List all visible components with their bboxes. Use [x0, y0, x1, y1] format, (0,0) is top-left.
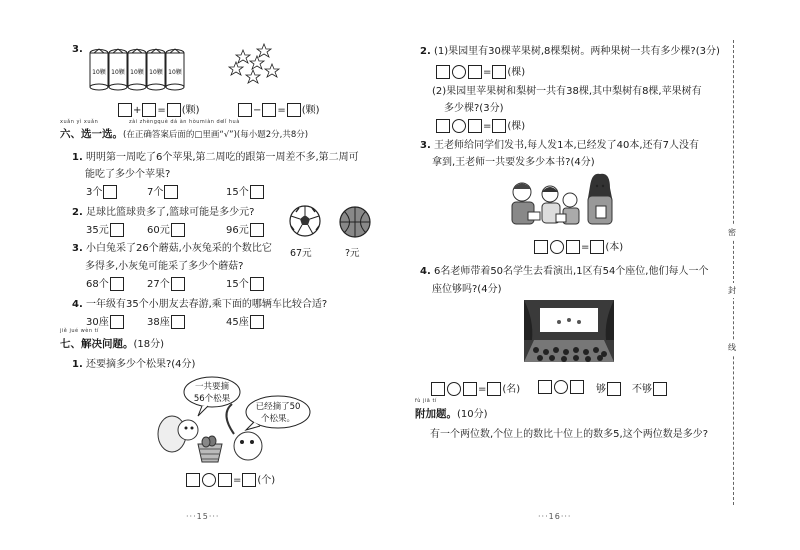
answer-box[interactable] [118, 103, 132, 117]
answer-box[interactable] [468, 65, 482, 79]
seal-char-mi: 密 [728, 225, 736, 240]
answer-box[interactable] [570, 380, 584, 394]
r-q4-line2: 座位够吗?(4分) [432, 284, 502, 295]
checkbox[interactable] [103, 185, 117, 199]
page-number-right: ···16··· [538, 512, 572, 521]
r-q3-line2: 拿到,王老师一共要发多少本书?(4分) [432, 157, 595, 168]
sec7-q1-text: 1. 还要摘多少个松果?(4分) [72, 359, 196, 370]
answer-box[interactable] [492, 65, 506, 79]
operator-circle[interactable] [550, 240, 564, 254]
r-q4-compare [537, 380, 585, 394]
answer-box[interactable] [538, 380, 552, 394]
bonus-heading: 附加题。(10分) [415, 408, 488, 420]
jar-label: 10颗 [111, 69, 125, 76]
checkbox[interactable] [653, 382, 667, 396]
checkbox[interactable] [164, 185, 178, 199]
answer-box[interactable] [436, 119, 450, 133]
answer-box[interactable] [487, 382, 501, 396]
sec7-pinyin: jiě jué wèn tí [60, 328, 99, 334]
answer-box[interactable] [167, 103, 181, 117]
soccer-ball-icon [288, 204, 322, 238]
answer-box[interactable] [590, 240, 604, 254]
bubble2-line2: 个松果。 [260, 414, 296, 424]
seal-char-xian: 线 [728, 340, 736, 355]
answer-box[interactable] [463, 382, 477, 396]
squirrel-illustration [150, 374, 325, 466]
sec6-q1-option: 7个 [147, 183, 179, 199]
basketball-icon [338, 205, 372, 239]
answer-box[interactable] [186, 473, 200, 487]
r-q2a-text: 2. (1)果园里有30棵苹果树,8棵梨树。两种果树一共有多少棵?(3分) [420, 46, 720, 57]
checkbox[interactable] [110, 277, 124, 291]
operator-circle[interactable] [202, 473, 216, 487]
stars-image [228, 42, 288, 90]
jar-label: 10颗 [130, 69, 144, 76]
sec6-q4-text: 4. 一年级有35个小朋友去春游,乘下面的哪辆车比较合适? [72, 299, 328, 310]
star-icon [250, 56, 264, 69]
answer-box[interactable] [436, 65, 450, 79]
answer-box[interactable] [262, 103, 276, 117]
bonus-text: 有一个两位数,个位上的数比十位上的数多5,这个两位数是多少? [430, 429, 709, 440]
star-icon [265, 64, 279, 77]
answer-box[interactable] [431, 382, 445, 396]
operator-circle[interactable] [452, 65, 466, 79]
answer-box[interactable] [287, 103, 301, 117]
checkbox[interactable] [250, 223, 264, 237]
checkbox[interactable] [110, 315, 124, 329]
checkbox[interactable] [171, 315, 185, 329]
basketball-price: ?元 [345, 248, 360, 259]
r-q2b-equation: = (棵) [435, 117, 525, 133]
answer-box[interactable] [468, 119, 482, 133]
r-q2b-line2: 多少棵?(3分) [444, 103, 504, 114]
answer-box[interactable] [566, 240, 580, 254]
bubble1-line2: 56个松果 [193, 394, 231, 404]
sec6-q4-option: 38座 [147, 313, 186, 329]
teacher-students-illustration [500, 172, 620, 232]
answer-box[interactable] [242, 473, 256, 487]
theater-stage-image [524, 300, 614, 362]
seal-line [733, 40, 734, 505]
star-icon [229, 62, 243, 75]
bubble1-line1: 一共要摘 [194, 382, 230, 392]
checkbox[interactable] [171, 223, 185, 237]
soccer-price: 67元 [290, 248, 312, 259]
sec6-q2-option: 35元 [86, 221, 125, 237]
jar-label: 10颗 [92, 69, 106, 76]
sec6-q2-option: 96元 [226, 221, 265, 237]
checkbox[interactable] [171, 277, 185, 291]
sec6-heading [60, 126, 308, 141]
seal-char-feng: 封 [728, 283, 736, 298]
sec6-q1-option: 3个 [86, 183, 118, 199]
candy-jars-image [88, 48, 188, 94]
sec6-q2-option: 60元 [147, 221, 186, 237]
sec6-title: 六、选一选。 [60, 128, 123, 140]
star-icon [257, 44, 271, 57]
checkbox[interactable] [250, 315, 264, 329]
checkbox[interactable] [110, 223, 124, 237]
star-icon [246, 70, 260, 83]
sec6-q1-line1: 1. 明明第一周吃了6个苹果,第二周吃的跟第一周差不多,第二周可 [72, 152, 359, 163]
checkbox[interactable] [250, 277, 264, 291]
bubble2-line1: 已经摘了50 [255, 402, 301, 412]
sec7-q1-equation: = (个) [185, 471, 275, 487]
compare-circle[interactable] [554, 380, 568, 394]
bonus-pinyin: fù jiā tí [415, 398, 437, 404]
q3-equation-add: + = (颗) [117, 101, 200, 117]
sec6-q3-option: 15个 [226, 275, 265, 291]
r-q3-equation: = (本) [533, 238, 623, 254]
answer-box[interactable] [142, 103, 156, 117]
answer-box[interactable] [218, 473, 232, 487]
r-q2a-equation: = (棵) [435, 63, 525, 79]
answer-box[interactable] [238, 103, 252, 117]
sec6-q4-option: 30座 [86, 313, 125, 329]
q3-number: 3. [72, 44, 83, 55]
answer-box[interactable] [534, 240, 548, 254]
sec6-q3-line2: 多得多,小灰兔可能采了多少个蘑菇? [85, 261, 244, 272]
checkbox[interactable] [607, 382, 621, 396]
r-q4-equation: = (名) [430, 380, 520, 396]
r-q3-line1: 3. 王老师给同学们发书,每人发1本,已经发了40本,还有7人没有 [420, 140, 699, 151]
enough-option: 够 [596, 380, 622, 396]
checkbox[interactable] [250, 185, 264, 199]
sec7-heading: 七、解决问题。(18分) [60, 338, 165, 350]
sec6-q3-option: 27个 [147, 275, 186, 291]
sec6-instructions: (在正确答案后面的□里画“√”)(每小题2分,共8分) [123, 130, 309, 140]
operator-circle[interactable] [452, 119, 466, 133]
page-number-left: ···15··· [186, 512, 220, 521]
r-q4-line1: 4. 6名老师带着50名学生去看演出,1区有54个座位,他们每人一个 [420, 266, 709, 277]
r-q2b-line1: (2)果园里苹果树和梨树一共有38棵,其中梨树有8棵,苹果树有 [432, 86, 702, 97]
sec6-q3-option: 68个 [86, 275, 125, 291]
sec6-q1-option: 15个 [226, 183, 265, 199]
q3-equation-sub: − = (颗) [237, 101, 320, 117]
operator-circle[interactable] [447, 382, 461, 396]
sec6-pinyin-2: zài zhèngquè dá àn hòumiàn de [129, 119, 224, 125]
sec6-q2-text: 2. 足球比篮球贵多了,篮球可能是多少元? [72, 207, 255, 218]
jar-label: 10颗 [149, 69, 163, 76]
sec6-q1-line2: 能吃了多少个苹果? [85, 169, 171, 180]
answer-box[interactable] [492, 119, 506, 133]
sec6-pinyin-3: lǐ huà [223, 119, 240, 125]
sec6-pinyin: xuǎn yì xuǎn [60, 119, 99, 125]
jar-label: 10颗 [168, 69, 182, 76]
not-enough-option: 不够 [632, 380, 668, 396]
star-icon [236, 50, 250, 63]
sec6-q4-option: 45座 [226, 313, 265, 329]
sec6-q3-line1: 3. 小白兔采了26个蘑菇,小灰兔采的个数比它 [72, 243, 272, 254]
